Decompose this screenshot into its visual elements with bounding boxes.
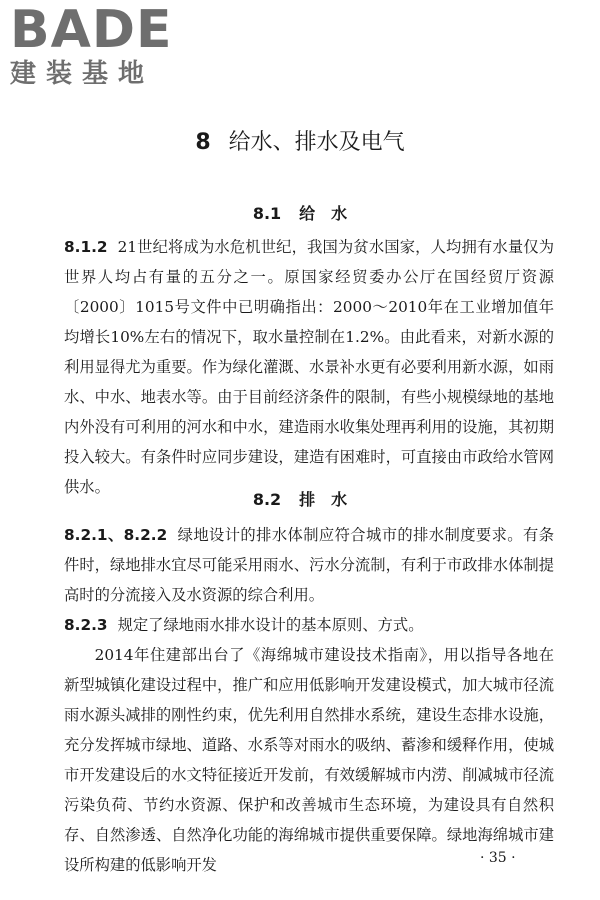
page-number: · 35 ·: [480, 850, 516, 866]
section-title-text: 排 水: [299, 490, 348, 509]
section-title-8-2: [0, 488, 600, 512]
clause-text: 规定了绿地雨水排水设计的基本原则、方式。: [117, 616, 424, 634]
chapter-title: [0, 128, 600, 158]
logo-brand-text: BADE: [10, 0, 173, 60]
clause-8-2-1-8-2-2: [64, 520, 554, 610]
chapter-number: 8: [195, 130, 211, 155]
clause-number: 8.2.3: [64, 616, 108, 634]
clause-text: 绿地设计的排水体制应符合城市的排水制度要求。有条件时，绿地排水宜尽可能采用雨水、污水分流制，有利于市政排水体制提高时的分流接入及水资源的综合利用。: [64, 526, 554, 604]
section-title-8-1: [0, 202, 600, 226]
brand-logo: [10, 0, 180, 90]
clause-8-1-2: [64, 232, 554, 502]
clause-text: 21世纪将成为水危机世纪，我国为贫水国家，人均拥有水量仅为世界人均占有量的五分之一。原国家经贸委办公厅在国经贸厅资源〔2000〕1015号文件中已明确指出：2000～2010年在工业增加值年均增长10%左右的情况下，取水量控制在1.2%。由此看来，对新水源的利用显得尤为重要。作为绿化灌溉、水景补水更有必要利用新水源，如雨水、中水、地表水等。由于目前经济条件的限制，有些小规模绿地的基地内外没有可利用的河水和中水，建造雨水收集处理再利用的设施，其初期投入较大。有条件时应同步建设，建造有困难时，可直接由市政给水管网供水。: [64, 238, 554, 496]
clause-number: 8.1.2: [64, 238, 108, 256]
section-title-text: 给 水: [299, 204, 348, 223]
chapter-title-text: 给水、排水及电气: [228, 130, 405, 155]
section-number: 8.1: [252, 204, 282, 223]
clause-number: 8.2.1、8.2.2: [64, 526, 168, 544]
section-number: 8.2: [252, 490, 282, 509]
clause-8-2-3: [64, 610, 554, 640]
logo-subtitle: 建装基地: [10, 59, 155, 89]
clause-8-2-3-body: 2014年住建部出台了《海绵城市建设技术指南》，用以指导各地在新型城镇化建设过程中，推广和应用低影响开发建设模式，加大城市径流雨水源头减排的刚性约束，优先利用自然排水系统，建设生态排水设施，充分发挥城市绿地、道路、水系等对雨水的吸纳、蓄渗和缓释作用，使城市开发建设后的水文特征接近开发前，有效缓解城市内涝、削减城市径流污染负荷、节约水资源、保护和改善城市生态环境，为建设具有自然积存、自然渗透、自然净化功能的海绵城市提供重要保障。绿地海绵城市建设所构建的低影响开发: [64, 646, 554, 874]
